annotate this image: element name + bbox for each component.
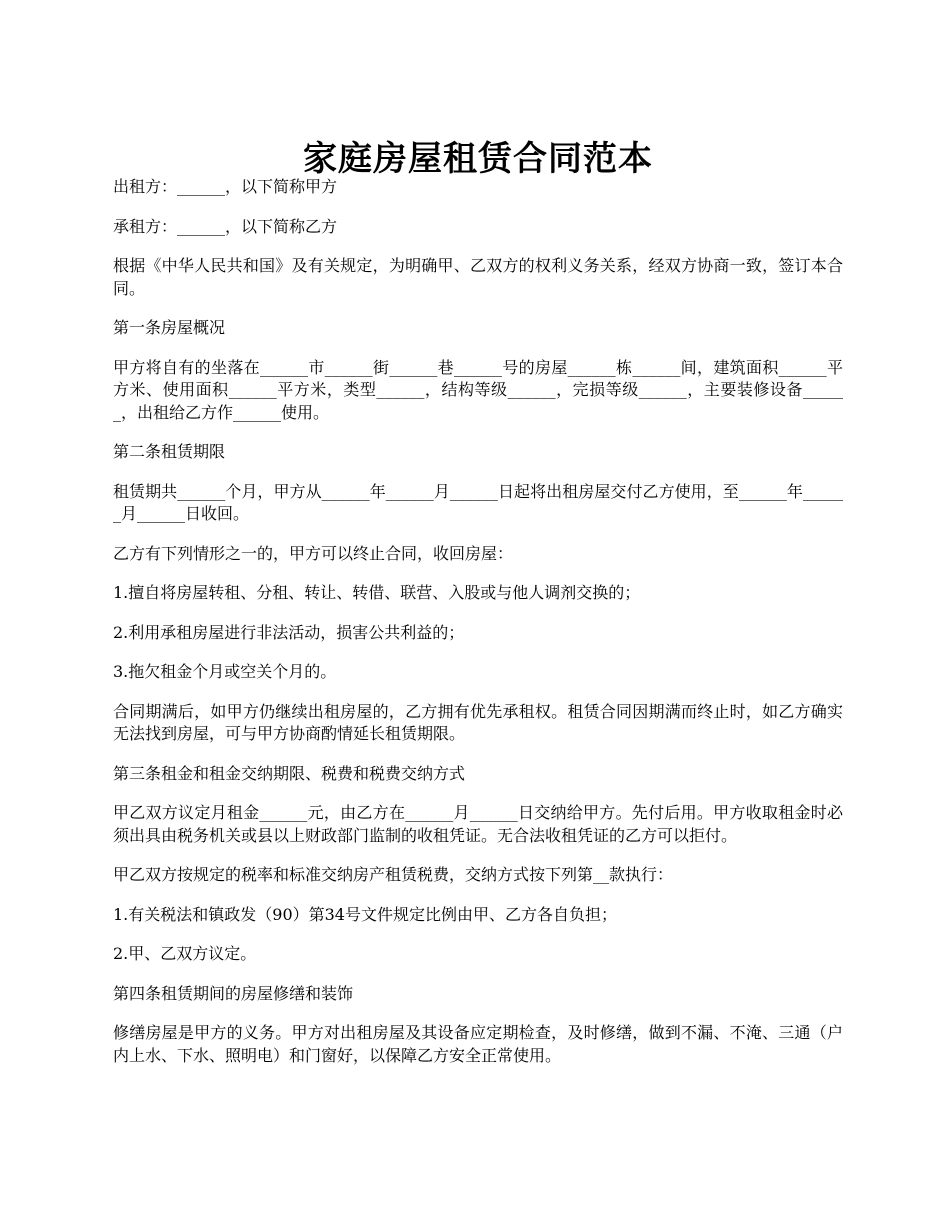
section-heading-3: 第三条租金和租金交纳期限、税费和税费交纳方式 (113, 763, 466, 783)
paragraph-renewal: 合同期满后，如甲方仍继续出租房屋的，乙方拥有优先承租权。租赁合同因期满而终止时，如乙方确实无法找到房屋，可与甲方协商酌情延长租赁期限。 (113, 701, 843, 743)
paragraph-tax: 甲乙双方按规定的税率和标准交纳房产租赁税费，交纳方式按下列第__款执行： (113, 865, 674, 884)
list-item-termination-2: 2.利用承租房屋进行非法活动，损害公共利益的； (113, 622, 465, 642)
section-heading-4: 第四条租赁期间的房屋修缮和装饰 (113, 983, 354, 1003)
section-heading-1: 第一条房屋概况 (113, 318, 226, 337)
section-heading-2: 第二条租赁期限 (113, 442, 226, 461)
list-item-tax-1: 1.有关税法和镇政发（90）第34号文件规定比例由甲、乙方各自负担； (113, 904, 617, 924)
paragraph-rent: 甲乙双方议定月租金______元，由乙方在______月______日交纳给甲方。先付后用。甲方收取租金时必须出具由税务机关或县以上财政部门监制的收租凭证。无合法收租凭证的乙方可以拒付。 (113, 803, 843, 845)
list-item-tax-2: 2.甲、乙双方议定。 (113, 944, 257, 963)
paragraph-lease-term: 租赁期共______个月，甲方从______年______月______日起将出租房屋交付乙方使用，至______年______月______日收回。 (113, 481, 843, 523)
paragraph-lessor: 出租方：______，以下简称甲方 (113, 177, 338, 196)
document-title: 家庭房屋租赁合同范本 (303, 138, 653, 179)
paragraph-lessee: 承租方：______，以下简称乙方 (113, 216, 338, 236)
paragraph-termination-intro: 乙方有下列情形之一的，甲方可以终止合同，收回房屋： (113, 543, 514, 563)
paragraph-property-overview: 甲方将自有的坐落在______市______街______巷______号的房屋______栋______间，建筑面积______平方米、使用面积______平方米，类型______，结构等级______，完损等级______，主要装修设备______，出租给乙方作______使用。 (113, 357, 843, 422)
list-item-termination-1: 1.擅自将房屋转租、分租、转让、转借、联营、入股或与他人调剂交换的； (113, 583, 641, 602)
paragraph-preamble: 根据《中华人民共和国》及有关规定，为明确甲、乙双方的权利义务关系，经双方协商一致，签订本合同。 (113, 256, 843, 298)
list-item-termination-3: 3.拖欠租金个月或空关个月的。 (113, 662, 337, 681)
paragraph-repairs: 修缮房屋是甲方的义务。甲方对出租房屋及其设备应定期检查，及时修缮，做到不漏、不淹、三通（户内上水、下水、照明电）和门窗好，以保障乙方安全正常使用。 (113, 1023, 843, 1065)
document-body (113, 176, 843, 1084)
